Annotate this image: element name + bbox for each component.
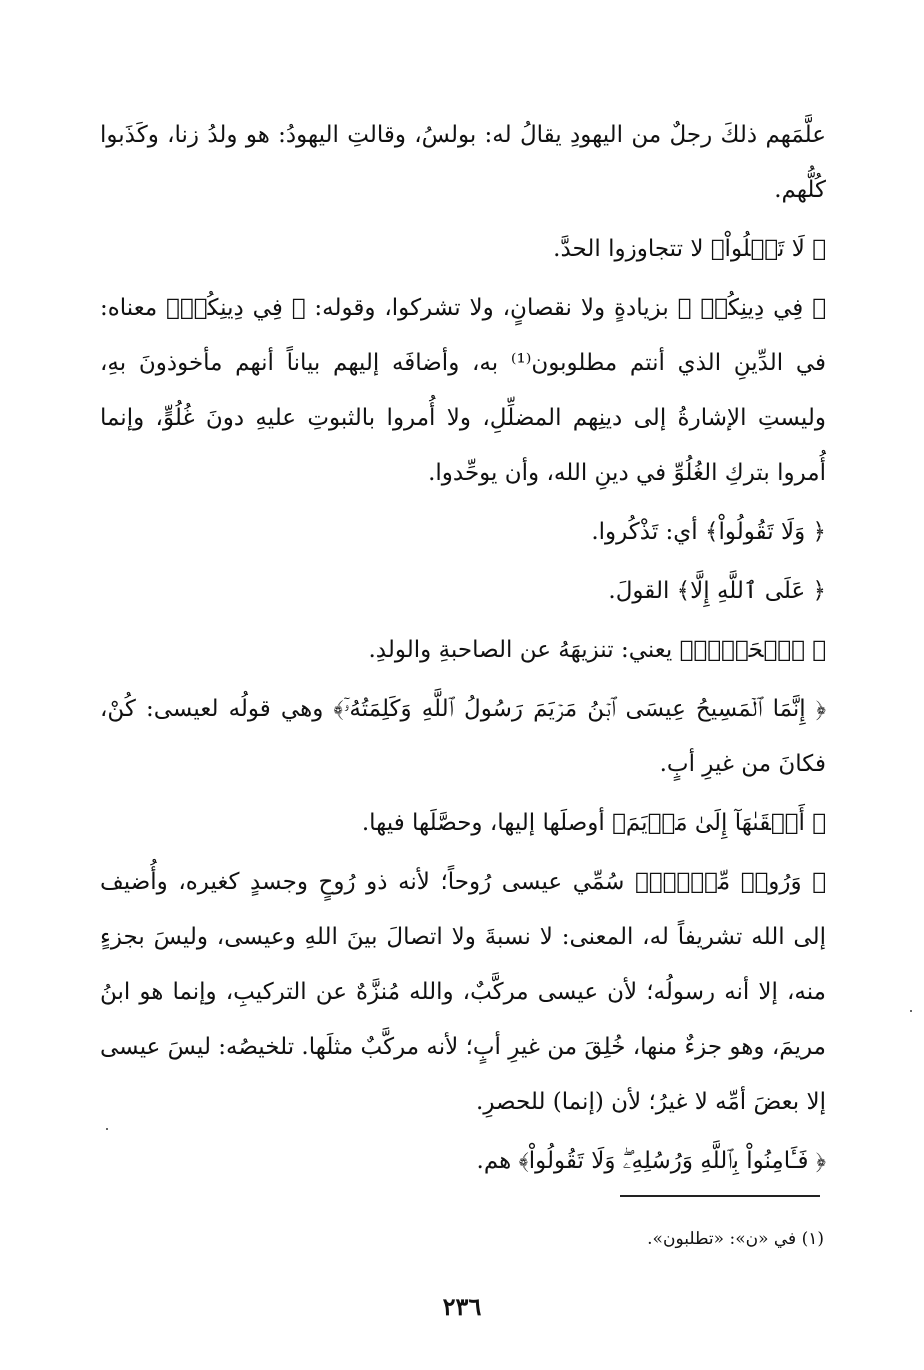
page-number: ٢٣٦: [442, 1292, 482, 1321]
paragraph-wa-ruhun: ﴿ وَرُوحٞ مِّنۡهُۖ﴾ سُمِّي عيسى رُوحاً؛ لأنه ذو رُوحٍ وجسدٍ كغيره، وأُضيف إلى الله تشريفاً له، المعنى: لا نسبةَ ولا اتصالَ بينَ اللهِ وعيسى، وليسَ بجزءٍ منه، إلا أنه رسولُه؛ لأن عيسى مركَّبٌ، والله مُنزَّهٌ عن التركيبِ، وإنما هو ابنُ مريمَ، وهو جزءٌ منها، خُلِقَ من غيرِ أبٍ؛ لأنه مركَّبٌ مثلَها. تلخيصُه: ليسَ عيسى إلا بعضَ أمِّه لا غيرُ؛ لأن (إنما) للحصرِ.: [100, 869, 826, 1115]
paragraph-innama-al-masih: ﴿ إِنَّمَا ٱلۡمَسِيحُ عِيسَى ٱبۡنُ مَرۡيَمَ رَسُولُ ٱللَّهِ وَكَلِمَتُهُۥٓ﴾ وهي قولُه لعيسى: كُنْ، فكانَ من غيرِ أبٍ.: [100, 696, 826, 777]
paragraph-wa-la-taqulu: ﴿ وَلَا تَقُولُواْ﴾ أي: تَذْكُروا.: [591, 519, 826, 545]
speck: [106, 1128, 108, 1130]
paragraph-la-taghlu: ﴿ لَا تَغۡلُواْ﴾ لا تتجاوزوا الحدَّ.: [553, 236, 826, 262]
paragraph-ala-allah: ﴿ عَلَى ٱللَّهِ إِلَّا﴾ القولَ.: [608, 578, 826, 604]
paragraph-fi-dinikum: ﴿ فِي دِينِكُمۡ ﴾ بزيادةٍ ولا نقصانٍ، ولا تشركوا، وقوله: ﴿ فِي دِينِكُمۡ﴾ معناه: في الدِّينِ الذي أنتم مطلوبون⁽¹⁾ به، وأضافَه إليهم بياناً أنهم مأخوذونَ بهِ، وليستِ الإشارةُ إلى دينِهم المضلِّلِ، ولا أُمروا بالثبوتِ عليهِ دونَ غُلُوٍّ، وإنما أُمروا بتركِ الغُلُوِّ في دينِ الله، وأن يوحِّدوا.: [100, 295, 826, 486]
paragraph-alqaha: ﴿ أَلۡقَىٰهَآ إِلَىٰ مَرۡيَمَ﴾ أوصلَها إليها، وحصَّلَها فيها.: [361, 810, 826, 836]
main-text: [100, 108, 826, 1193]
paragraph-origin: علَّمَهم ذلكَ رجلٌ من اليهودِ يقالُ له: بولسُ، وقالتِ اليهودُ: هو ولدُ زنا، وكَذَبوا كُلُّهم.: [100, 122, 826, 203]
paragraph-al-haqq: ﴿ ٱلۡحَقَّۚ﴾ يعني: تنزيهَهُ عن الصاحبةِ والولدِ.: [368, 637, 826, 663]
footnote: (١) في «ن»: «تطلبون».: [647, 1229, 824, 1249]
footnote-separator: [620, 1195, 820, 1197]
paragraph-fa-aminu: ﴿ فَـَٔامِنُواْ بِٱللَّهِ وَرُسُلِهِۦۖ وَلَا تَقُولُواْ﴾ هم.: [476, 1148, 826, 1174]
speck: [910, 1010, 912, 1012]
